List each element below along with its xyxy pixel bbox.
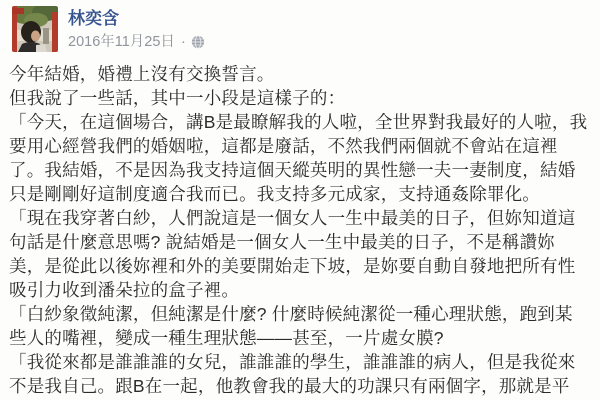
globe-public-icon	[191, 35, 205, 49]
post-text-line: 但我說了一些話，其中一小段是這樣子的：	[9, 88, 346, 108]
post-text-line: 「今天，在這個場合，講B是最瞭解我的人啦，全世界對我最好的人啦，我	[9, 112, 588, 132]
post-header-info	[68, 6, 205, 51]
post-text-line: 美，是從此以後妳裡和外的美要開始走下坡，是妳要自動自發地把所有性	[9, 256, 576, 276]
post-text-line: 句話是什麼意思嗎? 說結婚是一個女人一生中最美的日子，不是稱讚妳	[9, 232, 555, 252]
post-text-line: 「白紗象徵純潔，但純潔是什麼? 什麼時候純潔從一種心理狀態，跑到某	[9, 304, 573, 324]
author-name-link[interactable]: 林奕含	[68, 9, 119, 28]
post-text-line: 「現在我穿著白紗，人們說這是一個女人一生中最美的日子，但妳知道這	[9, 208, 576, 228]
meta-separator: ·	[180, 34, 186, 50]
post-body-text	[9, 62, 600, 398]
post-timestamp[interactable]: 2016年11月25日	[68, 34, 175, 50]
post-text-line: 些人的嘴裡，變成一種生理狀態——甚至，一片處女膜?	[9, 328, 444, 348]
profile-photo-icon	[12, 6, 58, 52]
post-header	[12, 6, 205, 52]
post-text-line: 了。我結婚，不是因為我支持這個天縱英明的異性戀一夫一妻制度，結婚	[9, 160, 576, 180]
post-text-line: 不是我自己。跟B在一起，他教會我的最大的功課只有兩個字，那就是平	[9, 376, 570, 396]
post-text-line: 要用心經營我們的婚姻啦，這都是廢話，不然我們兩個就不會站在這裡	[9, 136, 558, 156]
post-text-line: 吸引力收到潘朵拉的盒子裡。	[9, 280, 240, 300]
post-meta	[68, 33, 205, 51]
profile-photo[interactable]	[12, 6, 58, 52]
post-text-line: 今年結婚，婚禮上沒有交換誓言。	[9, 64, 275, 84]
post-text-line: 只是剛剛好這制度適合我而已。我支持多元成家，支持通姦除罪化。	[9, 184, 540, 204]
post-text-line: 「我從來都是誰誰誰的女兒，誰誰誰的學生，誰誰誰的病人，但是我從來	[9, 352, 576, 372]
